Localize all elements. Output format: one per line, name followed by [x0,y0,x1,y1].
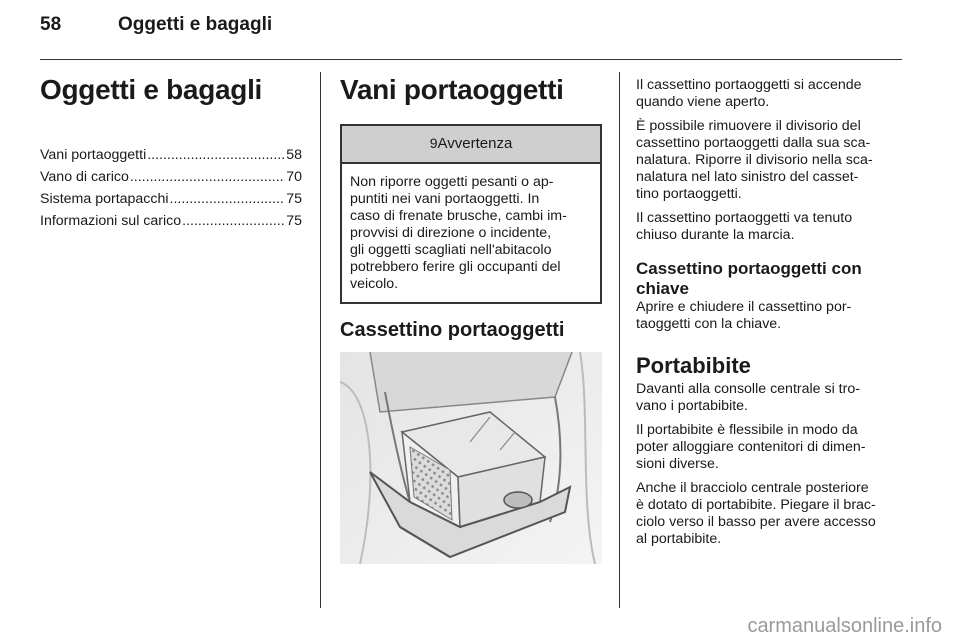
toc-leader-dots [170,188,286,210]
text-line: caso di frenate brusche, cambi im- [350,208,567,224]
page-number: 58 [40,14,62,35]
toc-entry-label: Vano di carico [40,169,129,185]
storage-column [340,74,602,564]
text-line: tino portaoggetti. [636,186,742,202]
text-line: al portabibite. [636,531,722,547]
text-line: potrebbero ferire gli occupanti del [350,259,561,275]
section-heading: Vani portaoggetti [340,74,564,105]
toc-entry-label: Vani portaoggetti [40,147,147,163]
toc-leader-dots [130,166,285,188]
toc-entry-label: Sistema portapacchi [40,191,169,207]
watermark: carmanualsonline.info [747,615,942,637]
text-line: veicolo. [350,276,399,292]
warning-heading: Avvertenza [437,135,513,152]
warning-icon: 9 [429,135,438,151]
glovebox-illustration [340,352,602,564]
text-line: nalatura nel lato sinistro del casset- [636,169,859,185]
toc-entry-page: 70 [286,169,302,185]
toc-leader-dots [147,144,285,166]
text-line: chiave [636,279,689,298]
subheading: Cassettino portaoggetti [340,319,565,341]
text-line: È possibile rimuovere il divisorio del [636,118,861,134]
paragraph [636,422,904,473]
text-line: quando viene aperto. [636,94,770,110]
section-title: Oggetti e bagagli [118,14,273,35]
text-line: provvisi di direzione o incidente, [350,225,552,241]
text-line: Non riporre oggetti pesanti o ap- [350,174,554,190]
text-line: sioni diverse. [636,456,719,472]
paragraph [636,299,904,333]
text-line: ciolo verso il basso per avere accesso [636,514,876,530]
text-line: chiuso durante la marcia. [636,227,795,243]
section-heading-portabibite: Portabibite [636,353,751,378]
text-line: puntiti nei vani portaoggetti. In [350,191,540,207]
text-line: Davanti alla consolle centrale si tro- [636,381,860,397]
toc-entry-page: 58 [286,147,302,163]
text-line: Il cassettino portaoggetti va tenuto [636,210,853,226]
toc-entry[interactable] [40,144,302,166]
text-line: poter alloggiare contenitori di dimen- [636,439,866,455]
toc-entry-page: 75 [286,191,302,207]
text-line: Aprire e chiudere il cassettino por- [636,299,852,315]
text-line: Il cassettino portaoggetti si accende [636,77,862,93]
warning-text [342,164,600,302]
text-line: è dotato di portabibite. Piegare il brac- [636,497,876,513]
text-line: gli oggetti scagliati nell'abitacolo [350,242,552,258]
toc-entry-page: 75 [286,213,302,229]
toc-entry[interactable] [40,166,302,188]
paragraph [636,210,904,244]
toc-entry[interactable] [40,188,302,210]
text-line: Cassettino portaoggetti con [636,259,862,278]
toc-entry[interactable] [40,210,302,232]
text-line: nalatura. Riporre il divisorio nella sca- [636,152,873,168]
column-divider [320,72,321,608]
header-rule [40,59,902,60]
column-divider [619,72,620,608]
toc-title: Oggetti e bagagli [40,74,263,105]
text-column [636,77,904,555]
paragraph [636,77,904,111]
paragraph [636,118,904,203]
toc-leader-dots [182,210,285,232]
text-line: cassettino portaoggetti dalla sua sca- [636,135,871,151]
text-line: Il portabibite è flessibile in modo da [636,422,858,438]
warning-box [340,124,602,304]
toc-entry-label: Informazioni sul carico [40,213,182,229]
warning-header [342,126,600,164]
paragraph [636,480,904,548]
toc-column [40,74,302,232]
text-line: Anche il bracciolo centrale posteriore [636,480,869,496]
text-line: vano i portabibite. [636,398,748,414]
glovebox-drawing [340,352,602,564]
subheading-key-glovebox [636,259,904,299]
text-line: taoggetti con la chiave. [636,316,782,332]
paragraph [636,381,904,415]
